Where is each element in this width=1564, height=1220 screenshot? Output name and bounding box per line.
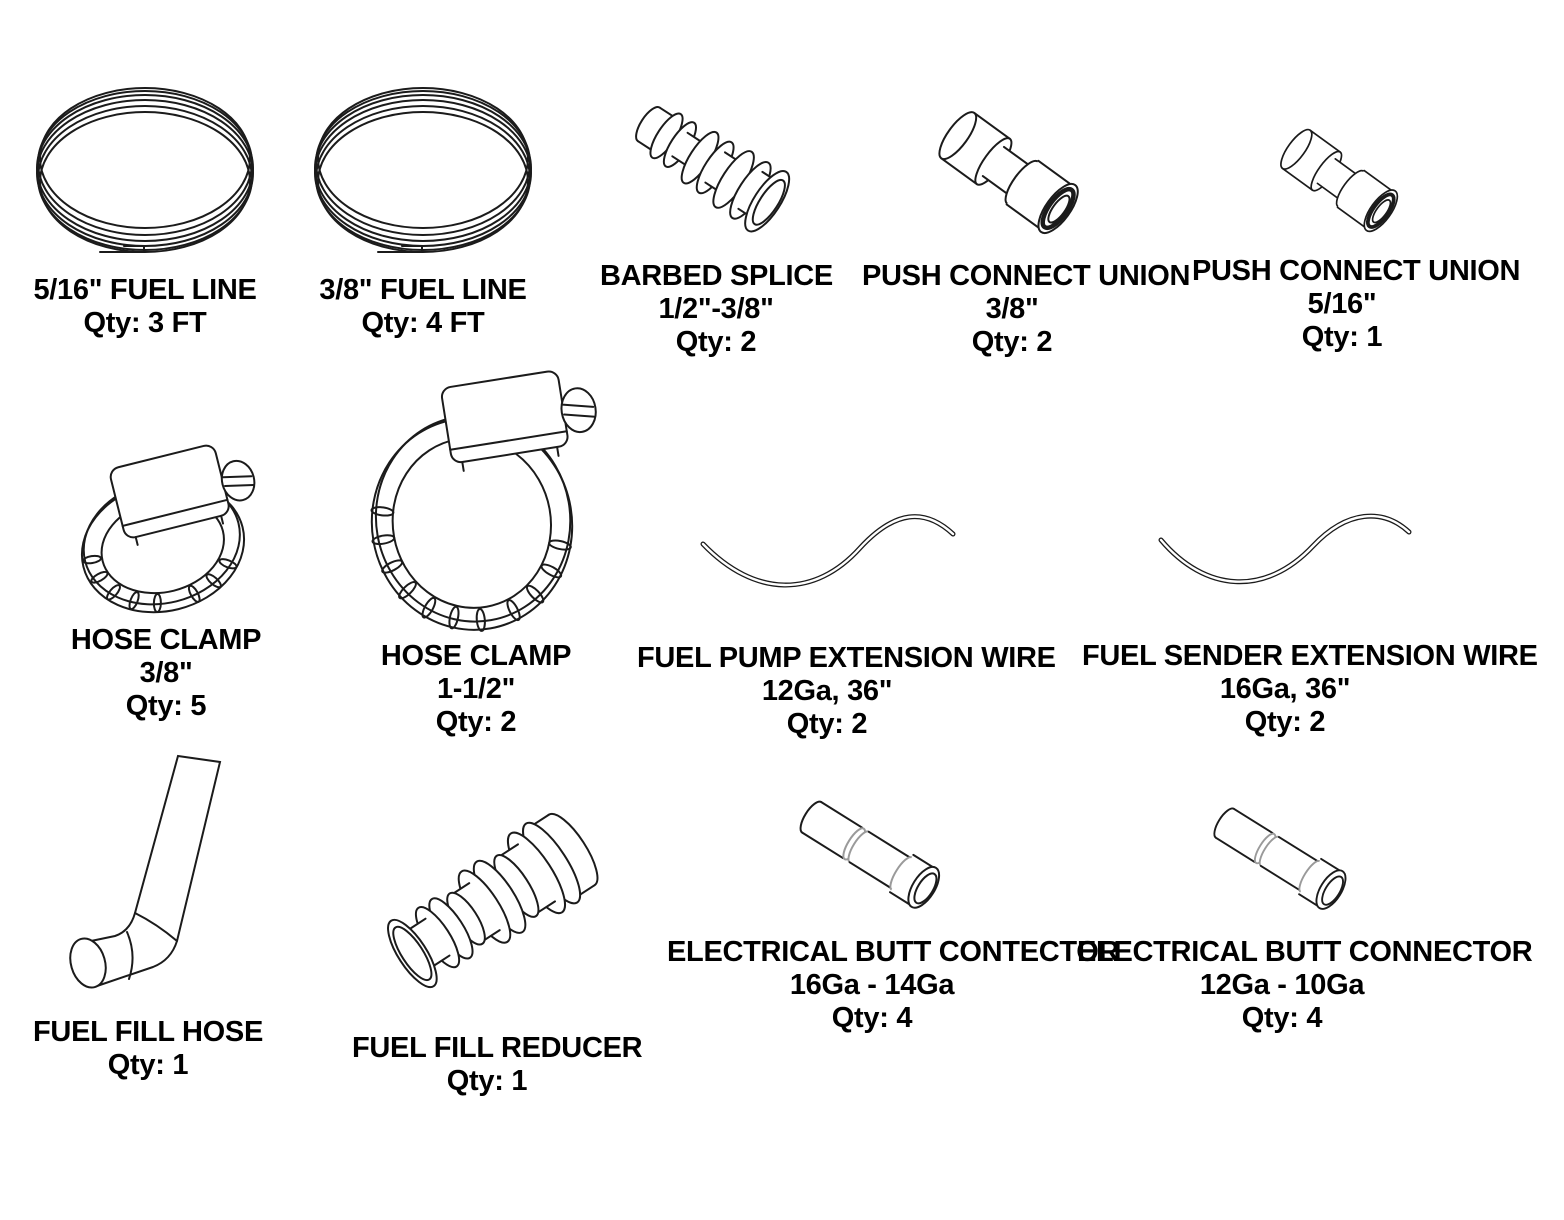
part-fuel-sender-extension-wire [1082,484,1538,739]
part-size: 3/8" [985,293,1039,326]
part-hose-clamp-3-8 [31,432,301,723]
part-size: 16Ga - 14Ga [789,969,955,1002]
part-name: HOSE CLAMP [380,640,572,672]
part-push-connect-union-5-16 [1192,116,1521,354]
part-qty: Qty: 2 [675,326,757,359]
fuel-line-coil-icon [308,72,538,268]
part-fuel-pump-extension-wire [637,486,1056,741]
part-qty: Qty: 4 FT [361,307,485,340]
part-name: 5/16" FUEL LINE [33,274,257,306]
part-name: FUEL PUMP EXTENSION WIRE [637,642,1056,674]
part-size: 12Ga - 10Ga [1199,969,1365,1002]
part-name: HOSE CLAMP [70,624,262,656]
part-qty: Qty: 2 [786,708,868,741]
part-size: 12Ga, 36" [761,675,893,708]
butt-connector-icon [777,780,967,930]
part-label [352,1032,643,1098]
part-name: 3/8" FUEL LINE [319,274,527,306]
part-barbed-splice [600,82,832,359]
part-name: FUEL FILL HOSE [33,1016,263,1048]
hose-clamp-icon [66,432,266,618]
fuel-fill-hose-icon [41,748,256,1010]
part-name: FUEL SENDER EXTENSION WIRE [1082,640,1538,672]
part-label [31,624,301,723]
part-label [1077,936,1533,1035]
part-label [10,274,280,340]
part-fuel-line-3-8 [288,72,558,340]
part-qty: Qty: 2 [971,326,1053,359]
part-name: FUEL FILL REDUCER [352,1032,643,1064]
part-qty: Qty: 1 [107,1049,189,1082]
wire-icon [1155,484,1415,634]
part-hose-clamp-1-1-2 [341,366,611,739]
part-qty: Qty: 4 [831,1002,913,1035]
part-push-connect-union-3-8 [862,96,1191,359]
part-fuel-fill-hose [13,748,283,1082]
part-size: 1/2"-3/8" [658,293,774,326]
part-label [1082,640,1538,739]
part-label [667,936,1120,1035]
part-fuel-line-5-16 [10,72,280,340]
part-label [13,1016,283,1082]
push-connect-union-icon [917,96,1107,254]
push-connect-union-icon [1262,116,1422,249]
part-qty: Qty: 2 [435,706,517,739]
part-qty: Qty: 3 FT [83,307,207,340]
part-label [288,274,558,340]
part-label [341,640,611,739]
part-electrical-butt-connector-12-10 [1077,788,1533,1035]
wire-icon [695,486,960,636]
part-size: 1-1/2" [436,673,516,706]
part-label [637,642,1056,741]
part-size: 3/8" [139,657,193,690]
part-fuel-fill-reducer [352,784,643,1098]
part-label [862,260,1191,359]
fuel-line-coil-icon [30,72,260,268]
part-name: BARBED SPLICE [600,260,833,292]
hose-clamp-icon [354,366,599,634]
part-label [1192,255,1521,354]
part-qty: Qty: 2 [1244,706,1326,739]
part-name: ELECTRICAL BUTT CONNECTOR [1077,936,1533,968]
part-label [600,260,832,359]
barbed-splice-icon [611,82,821,254]
part-qty: Qty: 5 [125,690,207,723]
part-qty: Qty: 1 [1301,321,1383,354]
part-name: PUSH CONNECT UNION [1192,255,1521,287]
fuel-fill-reducer-icon [352,784,622,1026]
part-size: 5/16" [1307,288,1377,321]
part-name: PUSH CONNECT UNION [862,260,1191,292]
butt-connector-icon [1192,788,1372,930]
part-size: 16Ga, 36" [1219,673,1351,706]
part-name: ELECTRICAL BUTT CONTECTOR [667,936,1120,968]
part-qty: Qty: 4 [1241,1002,1323,1035]
part-qty: Qty: 1 [446,1065,528,1098]
part-electrical-butt-contector-16-14 [667,780,1120,1035]
